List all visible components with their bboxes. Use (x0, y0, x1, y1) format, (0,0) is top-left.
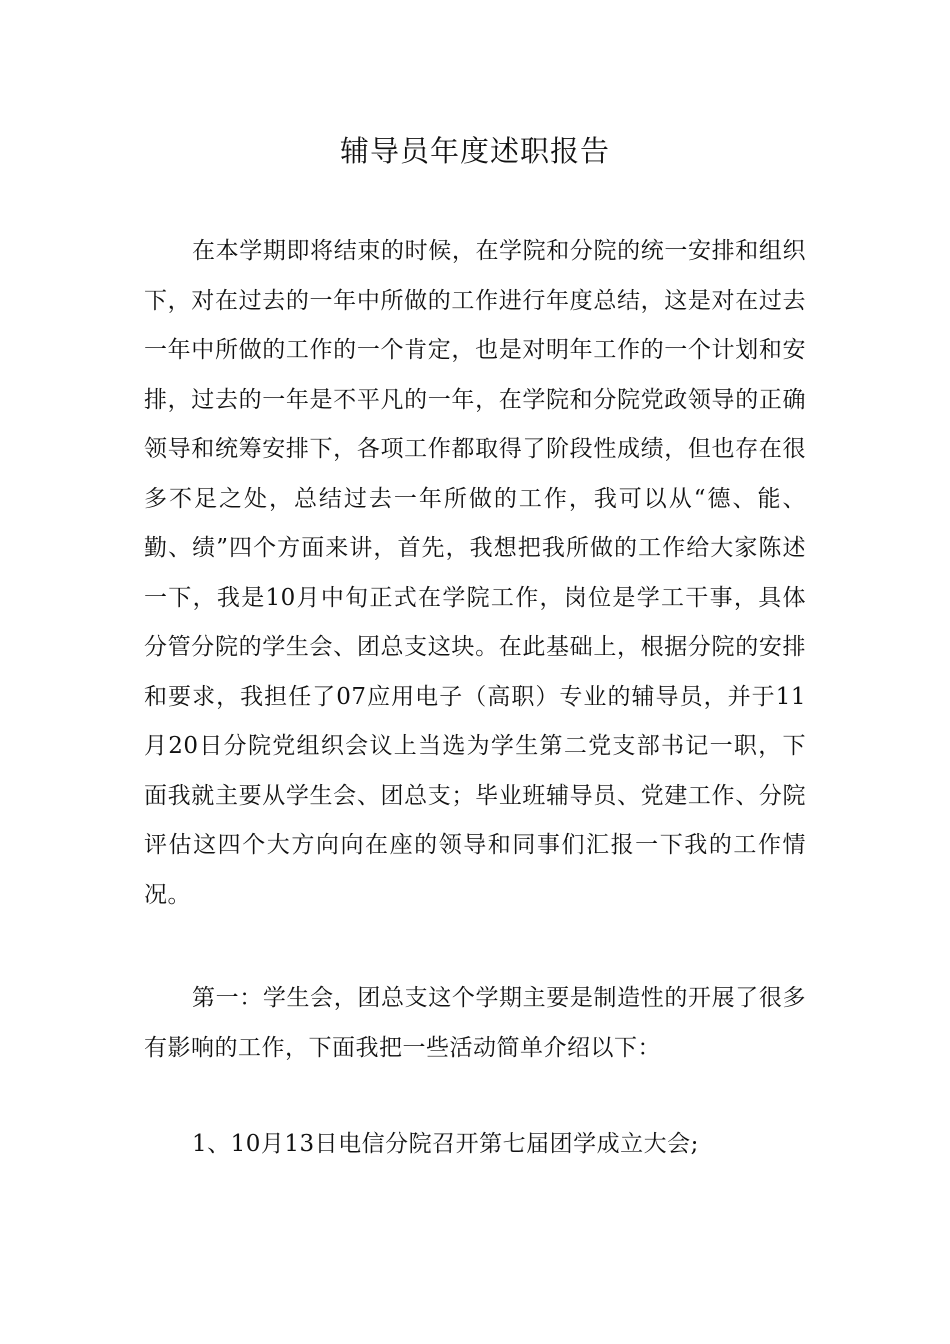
paragraph-intro: 在本学期即将结束的时候，在学院和分院的统一安排和组织下，对在过去的一年中所做的工作进行年度总结，这是对在过去一年中所做的工作的一个肯定，也是对明年工作的一个计划和安排，过去的一年是不平凡的一年，在学院和分院党政领导的正确领导和统筹安排下，各项工作都取得了阶段性成绩，但也存在很多不足之处，总结过去一年所做的工作，我可以从“德、能、勤、绩”四个方面来讲，首先，我想把我所做的工作给大家陈述一下，我是10月中旬正式在学院工作，岗位是学工干事，具体分管分院的学生会、团总支这块。在此基础上，根据分院的安排和要求，我担任了07应用电子（高职）专业的辅导员，并于11月20日分院党组织会议上当选为学生第二党支部书记一职，下面我就主要从学生会、团总支；毕业班辅导员、党建工作、分院评估这四个大方向向在座的领导和同事们汇报一下我的工作情况。 (144, 238, 806, 908)
paragraph-list-item-1: 1、10月13日电信分院召开第七届团学成立大会; (192, 1131, 699, 1157)
document-title: 辅导员年度述职报告 (339, 134, 610, 168)
paragraph-section-one: 第一：学生会，团总支这个学期主要是制造性的开展了很多有影响的工作，下面我把一些活动简单介绍以下： (144, 985, 806, 1061)
